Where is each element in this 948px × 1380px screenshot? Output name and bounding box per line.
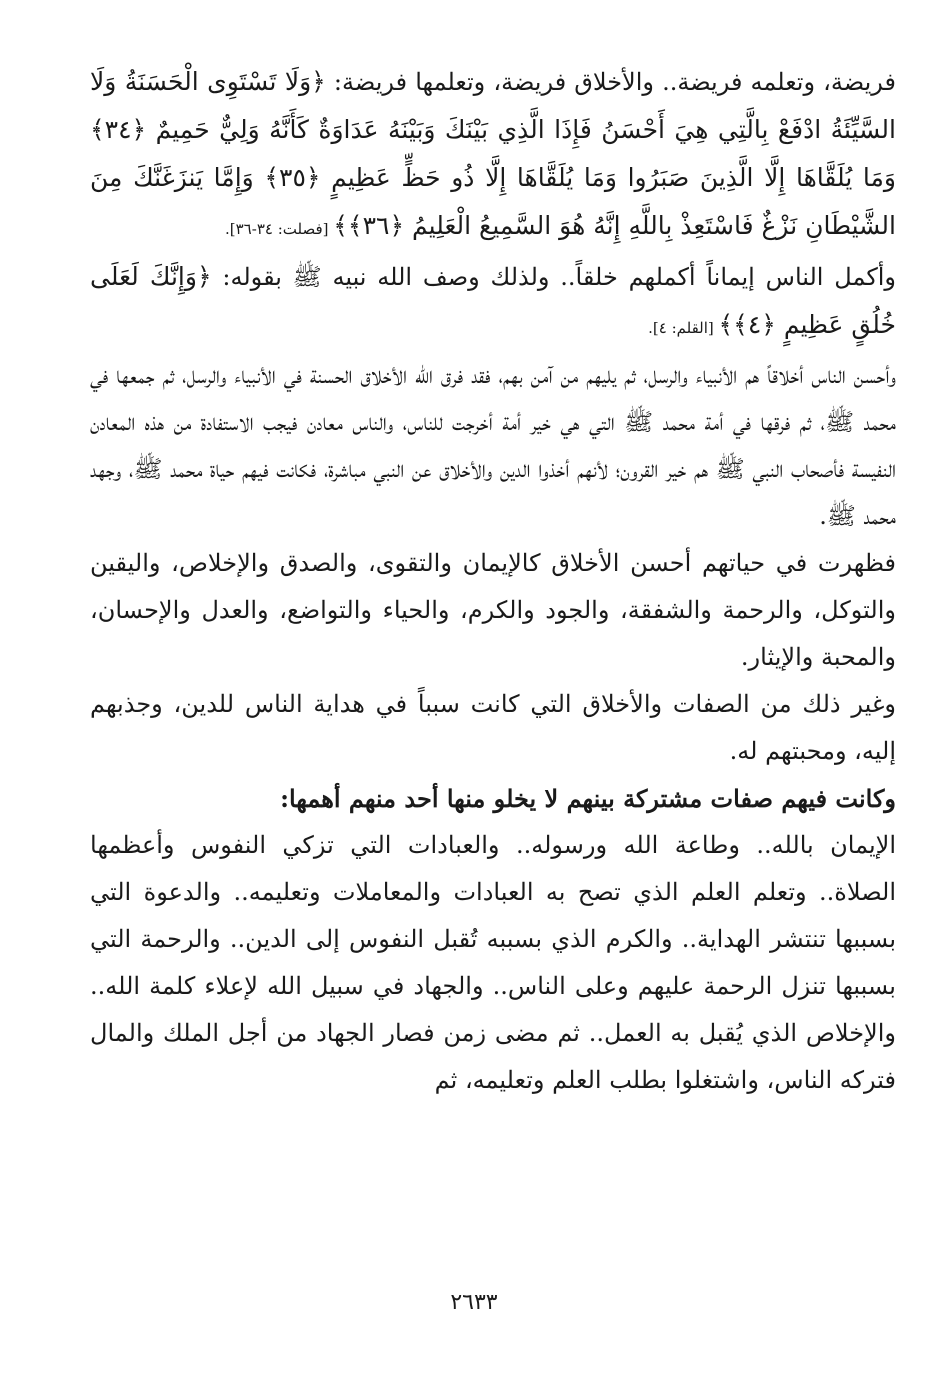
paragraph-3: وأحسن الناس أخلاقاً هم الأنبياء والرسل، ثم يليهم من آمن بهم، فقد فرق الله الأخلاق الحسنة في الأنبياء والرسل، ثم جمعها في محمد ﷺ، ثم فرقها في أمة محمد ﷺ التي هي خير أمة أخرجت للناس، والناس معادن فيجب الاستفادة من هذه المعادن النفيسة فأصحاب النبي ﷺ هم خير القرون؛ لأنهم أخذوا الدين والأخلاق عن النبي مباشرة، فكانت فيهم حياة محمد ﷺ، وجهد محمد ﷺ. <box>90 361 896 530</box>
paragraph-5: وغير ذلك من الصفات والأخلاق التي كانت سبباً في هداية الناس للدين، وجذبهم إليه، ومحبتهم له. <box>90 690 896 765</box>
paragraph-2-lead: وأكمل الناس إيماناً أكملهم خلقاً.. ولذلك وصف الله نبيه ﷺ بقوله: <box>211 263 897 291</box>
page-body <box>90 58 896 1104</box>
paragraph-2 <box>90 253 896 352</box>
paragraph-4: فظهرت في حياتهم أحسن الأخلاق كالإيمان والتقوى، والصدق والإخلاص، واليقين والتوكل، والرحمة والشفقة، والجود والكرم، والحياء والتواضع، والعدل والإحسان، والمحبة والإيثار. <box>90 549 896 671</box>
verse-reference-fussilat: [فصلت: ٣٤-٣٦]. <box>225 220 334 238</box>
quran-verse-fussilat: ﴿وَلَا تَسْتَوِى الْحَسَنَةُ وَلَا السَّيِّئَةُ ادْفَعْ بِالَّتِي هِيَ أَحْسَنُ فَإِذَا الَّذِي بَيْنَكَ وَبَيْنَهُ عَدَاوَةٌ كَأَنَّهُ وَلِيٌّ حَمِيمٌ ﴿٣٤﴾ وَمَا يُلَقَّاهَا إِلَّا الَّذِينَ صَبَرُوا وَمَا يُلَقَّاهَا إِلَّا ذُو حَظٍّ عَظِيمٍ ﴿٣٥﴾ وَإِمَّا يَنزَغَنَّكَ مِنَ الشَّيْطَانِ نَزْغٌ فَاسْتَعِذْ بِاللَّهِ إِنَّهُ هُوَ السَّمِيعُ الْعَلِيمُ ﴿٣٦﴾﴾ <box>90 67 896 240</box>
section-heading: وكانت فيهم صفات مشتركة بينهم لا يخلو منها أحد منهم أهمها: <box>280 784 896 813</box>
paragraph-1 <box>90 58 896 253</box>
paragraph-1-lead: فريضة، وتعلمه فريضة.. والأخلاق فريضة، وتعلمها فريضة: <box>325 68 896 96</box>
page-number: ٢٦٣٣ <box>450 1290 498 1315</box>
paragraph-6: الإيمان بالله.. وطاعة الله ورسوله.. والعبادات التي تزكي النفوس وأعظمها الصلاة.. وتعلم العلم الذي تصح به العبادات والمعاملات وتعليمه.. والدعوة التي بسببها تنتشر الهداية.. والكرم الذي بسببه تُقبل النفوس إلى الدين.. والرحمة التي بسببها تنزل الرحمة عليهم وعلى الناس.. والجهاد في سبيل الله لإعلاء كلمة الله.. والإخلاص الذي يُقبل به العمل.. ثم مضى زمن فصار الجهاد من أجل الملك والمال فتركه الناس، واشتغلوا بطلب العلم وتعليمه، ثم <box>90 831 897 1094</box>
verse-reference-qalam: [القلم: ٤]. <box>648 319 719 337</box>
quran-verse-qalam: ﴿وَإِنَّكَ لَعَلَى خُلُقٍ عَظِيمٍ ﴿٤﴾﴾ <box>90 262 896 339</box>
